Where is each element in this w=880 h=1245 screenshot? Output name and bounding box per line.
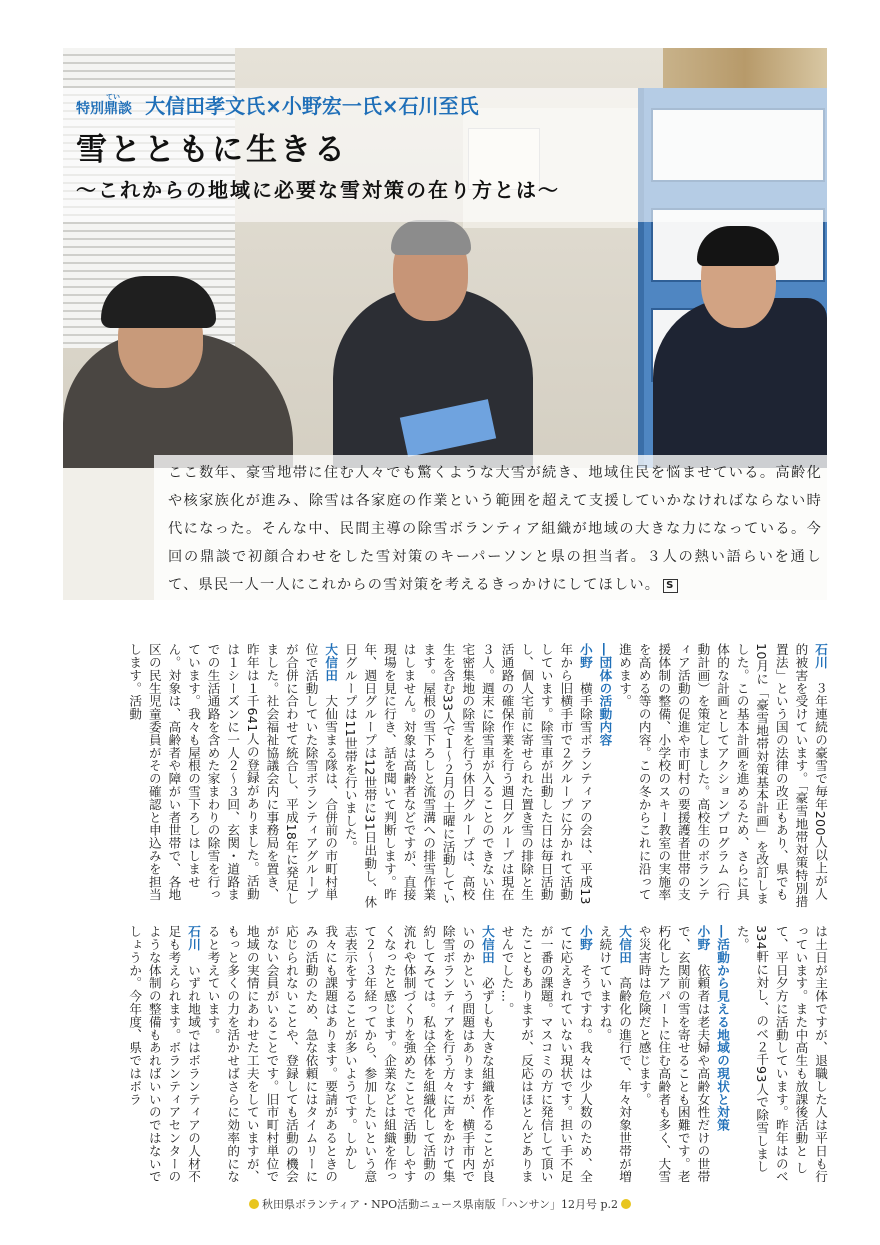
- speaker-label: 大信田: [323, 643, 339, 682]
- paragraph: [340, 643, 595, 911]
- article-kicker: [76, 90, 479, 119]
- section-heading: ―団体の活動内容: [597, 643, 613, 747]
- speaker-label: 大信田: [479, 925, 495, 964]
- paragraph: [634, 925, 712, 1195]
- paragraph-text: は土日が主体ですが、退職した人は平日も行っています。また中高生も放課後活動と して、平日夕方に活動しています。昨年はのべ334軒に対し、のべ２千93人で除雪しました。: [734, 925, 828, 1183]
- paragraph-text: 依頼者は老夫婦や高齢女性だけの世帯で、玄関前の雪を寄せることも困難です。老朽化したアパートに住む高齢者も多く、大雪や災害時は危険だと感じます。: [636, 925, 711, 1184]
- kicker-ruby: てい: [106, 93, 120, 101]
- paragraph-text: 大仙雪まる隊は、合併前の市町村単位で活動していた除雪ボランティアグループが合併に合わせて統合し、平成18年に発足しました。社会福祉協議会内に事務局を置き、昨年は１千641人の登録がありました。活動は１シーズンに一人２～３回、玄関・道路までの生活通路を含めた家まわりの除雪を行っています。我々も屋根の雪下ろしはしません。対象は、高齢者や障がい者世帯で、各地区の民生児童委員がその確認と申込みを担当します。活動: [127, 643, 339, 905]
- intro-text: ここ数年、豪雪地帯に住む人々でも驚くような大雪が続き、地域住民を悩ませている。高齢化や核家族化が進み、除雪は各家庭の作業という範囲を超えて支援していかなければならない時代になった。そんな中、民間主導の除雪ボランティア組織が地域の大きな力になっている。今回の鼎談で初顔合わせをした雪対策のキーパーソンと県の担当者。３人の熱い語らいを通して、県民一人一人にこれからの雪対策を考えるきっかけにしてほしい。: [168, 465, 822, 593]
- page-subtitle: 〜これからの地域に必要な雪対策の在り方とは〜: [76, 178, 560, 202]
- section-heading: ―活動から見える地域の現状と対策: [715, 925, 731, 1132]
- paragraph: [732, 925, 830, 1195]
- speaker-label: 大信田: [617, 925, 633, 964]
- article-lower-block: [58, 925, 830, 1195]
- footer-dot-icon: [249, 1199, 259, 1209]
- paragraph: [125, 643, 341, 911]
- intro-paragraph: [168, 459, 822, 599]
- page-title: 雪とともに生きる: [76, 132, 348, 168]
- paragraph-text: 高齢化の進行で、年々対象世帯が増え続けていますね。: [597, 925, 633, 1184]
- paragraph: [203, 925, 497, 1195]
- footer-dot-icon: [621, 1199, 631, 1209]
- footer-text: 秋田県ボランティア・NPO活動ニュース県南版「ハンサン」12月号 p.2: [261, 1198, 619, 1211]
- guest-names: 大信田孝文氏×小野宏一氏×石川至氏: [145, 94, 479, 118]
- paragraph: [497, 925, 595, 1195]
- speaker-label: 石川: [186, 925, 201, 951]
- paragraph-text: そうですね。我々は少人数のため、全てに応えきれていない現状です。担い手不足が一番の課題。マスコミの方に発信して頂いたこともありますが、反応はほとんどありませんでした…。: [499, 925, 593, 1184]
- speaker-label: 小野: [577, 925, 593, 951]
- speaker-label: 小野: [577, 643, 593, 669]
- paragraph-text: 横手除雪ボランティアの会は、平成13年から旧横手市で２グループに分かれて活動しています。除雪車が出動した日は毎日活動し、個人宅前に寄せられた置き雪の排除と生活通路の確保作業を行う週日グループは現在３人。週末に除雪車が入ることのできない住宅密集地の除雪を行う休日グループは、高校生を含む33人で１～２月の土曜に活動しています。屋根の雪下ろしと流雪溝への排雪作業はしません。対象は高齢者などですが、直接現場を見に行き、話を聞いて判断します。昨年、週日グループは12世帯に31日出動し、休日グループは11世帯を行いました。: [342, 643, 593, 909]
- paragraph: [125, 925, 203, 1195]
- paragraph-text: 必ずしも大きな組織を作ることが良いのかという問題はありますが、横手市内で除雪ボランティアを行う方々に声をかけて集約してみては。私は全体を組織化して活動の流れや体制づくりを強めたことで活動しやすくなったと感じます。企業などは組織を作って２～３年経ってから、参加したいという意志表示をすることが多いようです。しかし我々にも課題はあります。要請があるときのみの活動のため、急な依頼にはタイムリーに応じられないことや、登録しても活動の機会がない会員がいることです。旧市町村単位で地域の実情にあわせた工夫をしていますが、もっと多くの力を活かせばさらに効率的になると考えています。: [205, 925, 495, 1184]
- page-footer: [0, 1196, 880, 1212]
- article-upper-block: [58, 643, 830, 911]
- person-center-hair: [391, 220, 471, 255]
- kicker-text: 特別鼎談: [76, 101, 132, 117]
- section-mark: S: [663, 579, 677, 593]
- paragraph: [595, 925, 634, 1195]
- speaker-label: 小野: [695, 925, 711, 951]
- paragraph-text: いずれ地域ではボランティアの人材不足も考えられます。ボランティアセンターのような体制の整備もあればいいのではないでしょうか。今年度、県ではボラ: [127, 925, 201, 1184]
- speaker-label: 石川: [813, 643, 828, 669]
- person-left-cap: [101, 276, 216, 328]
- paragraph-text: ３年連続の豪雪で毎年200人以上が人的被害を受けています。「豪雪地帯対策特別措置法」という国の法律の改正もあり、県でも10月に「豪雪地帯対策基本計画」を改訂しました。この基本計画を進めるため、さらに具体的な計画としてアクションプログラム（行動計画）を策定しました。高校生のボランティア活動の促進や市町村の要援護者世帯の支援体制の整備、小学校のスキー教室の実施率を高める等の内容。この冬からこれに沿って進めます。: [617, 643, 828, 908]
- paragraph: [614, 643, 830, 911]
- kicker-label: [76, 93, 132, 118]
